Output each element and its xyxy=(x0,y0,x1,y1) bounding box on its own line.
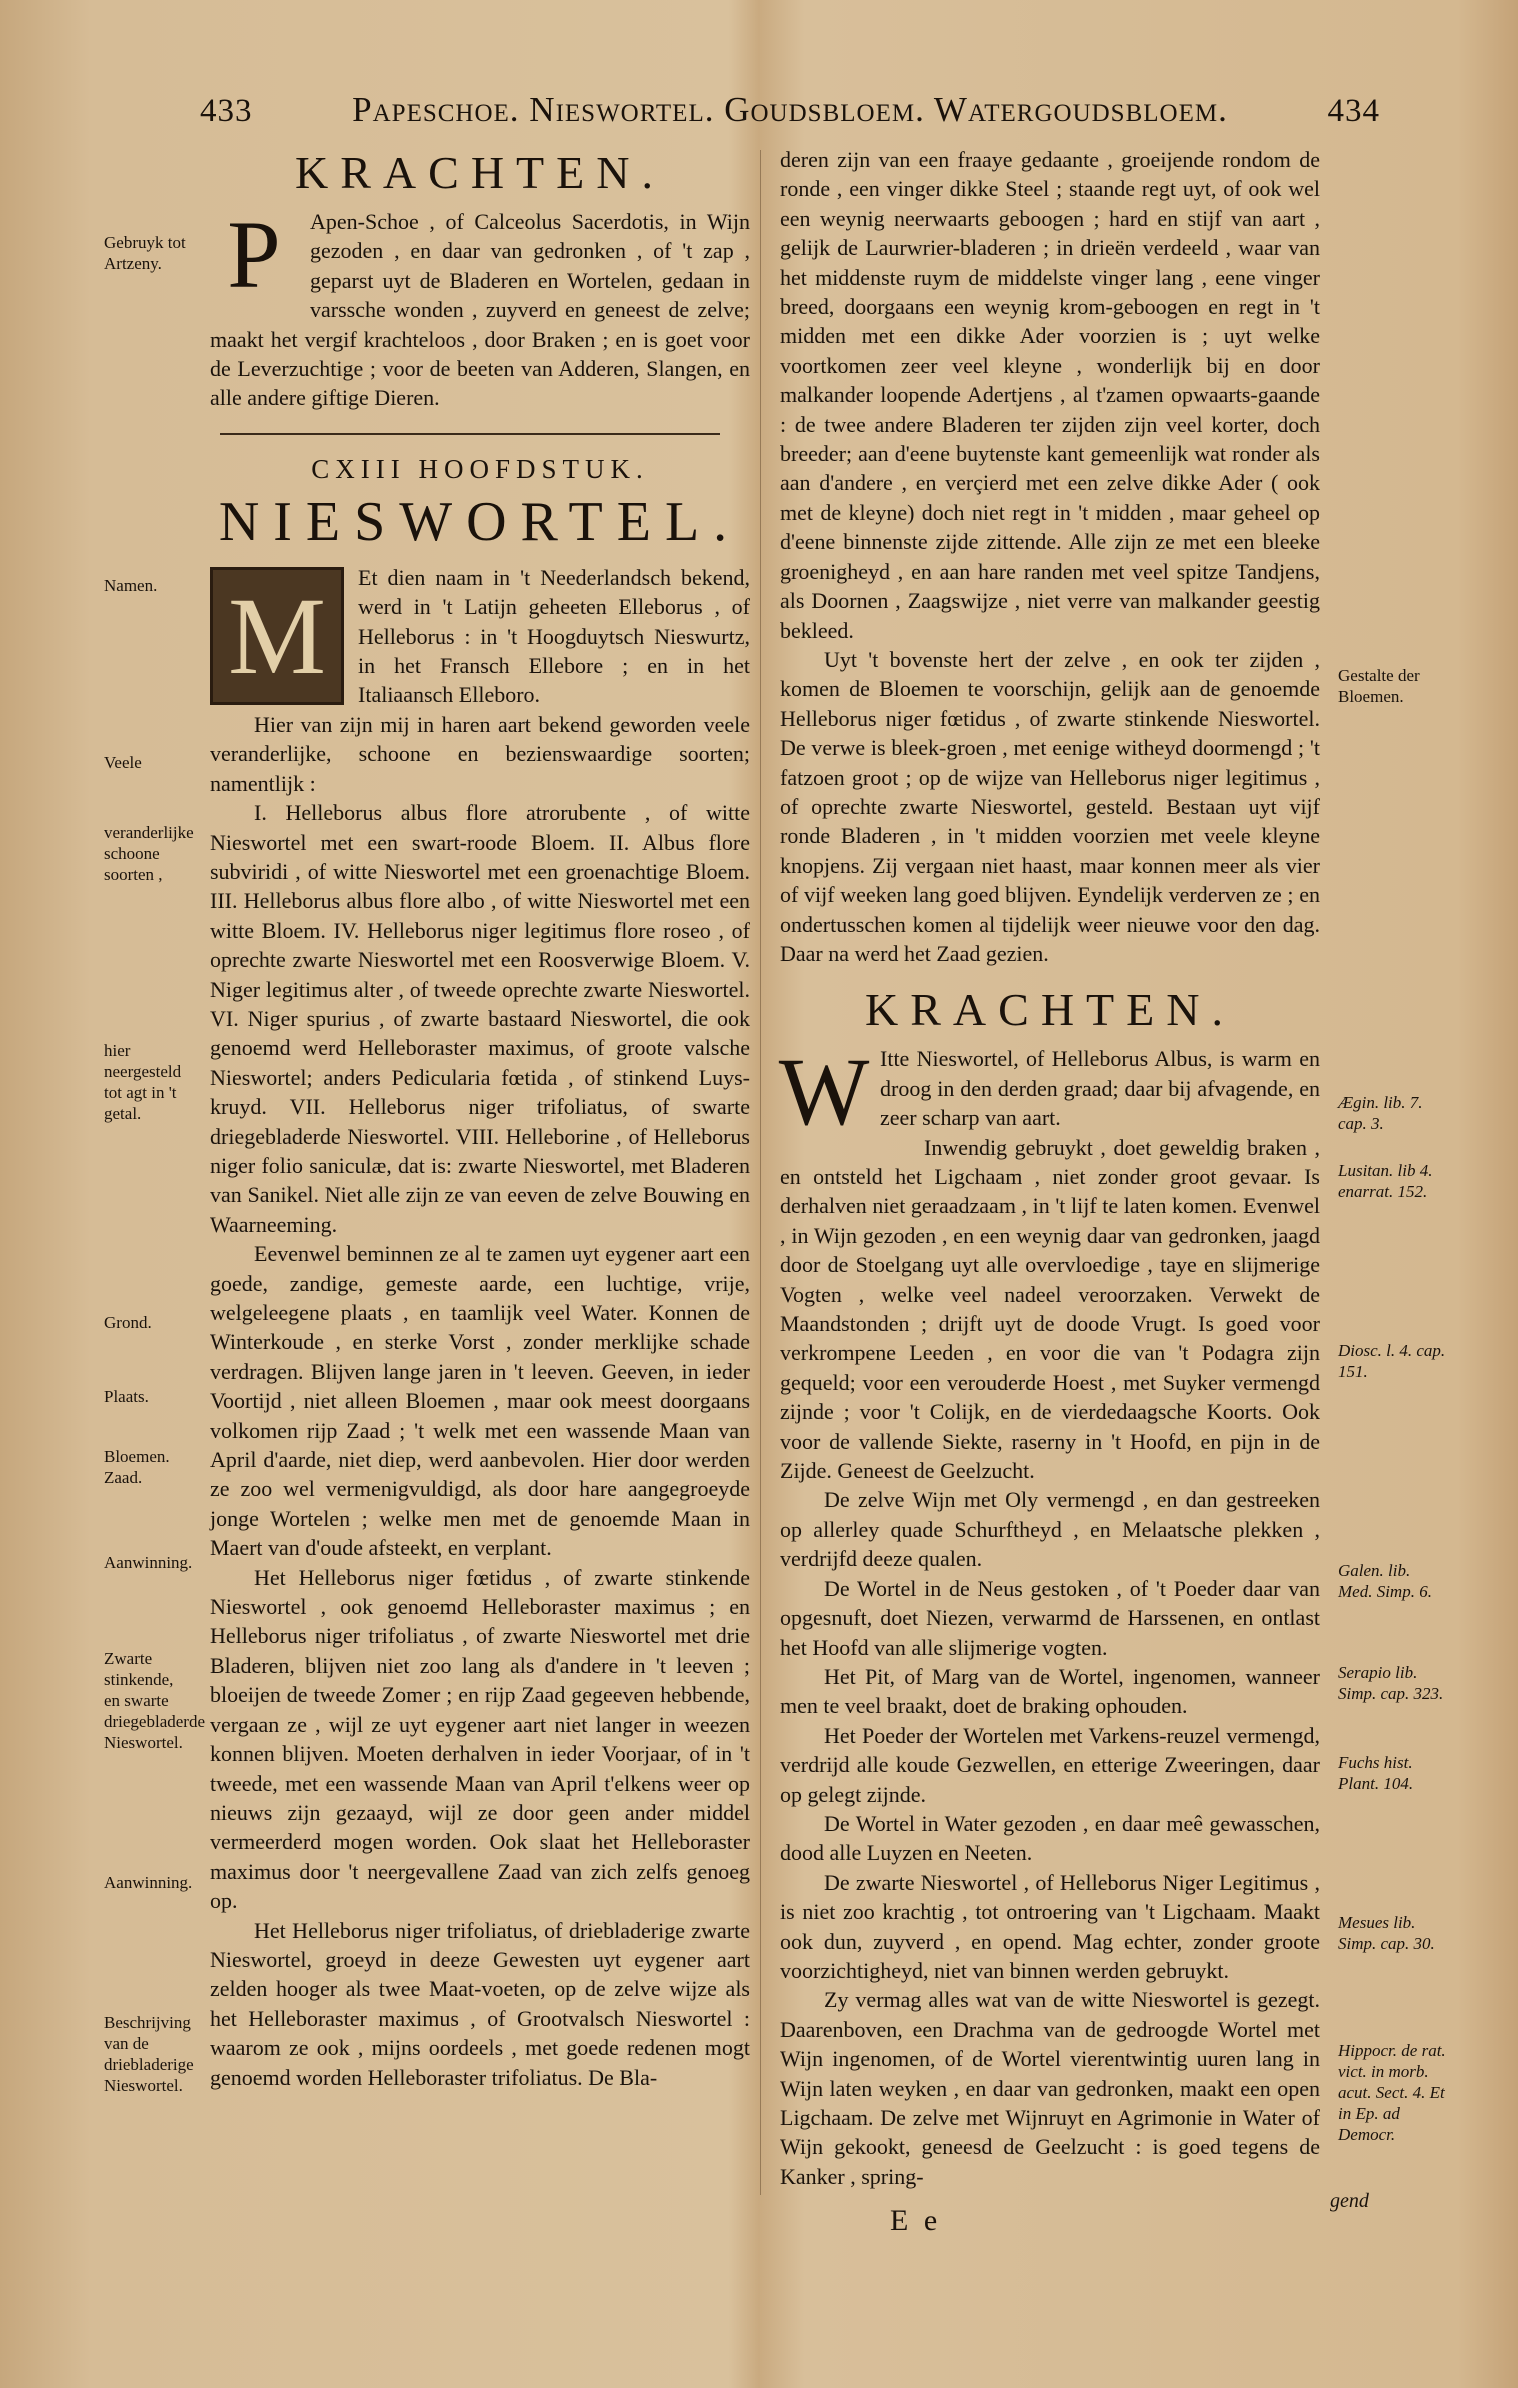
margin-namen: Namen. xyxy=(104,576,158,595)
beschrijving-paragraph: Het Helleborus niger trifoliatus, of driebladerige zwarte Nieswortel, groeyd in deeze Gewesten uyt eygener aart zelden hooger als twee Maat-voeten, op de zelve wijze als het Helleboraster maximus , of Grootvalsch Nieswortel : waarom ze ook , mijns oordeels , met goede redenen mogt genoemd worden Helleboraster trifoliatus. De Bla- xyxy=(210,1917,750,2090)
gestalte-paragraph: Uyt 't bovenste hert der zelve , en ook ter zijden , komen de Bloemen te voorschijn, gelijk aan de genoemde Helleborus niger fœtidus , of zwarte stinkende Nieswortel. De verwe is bleek-groen , met eenige witheyd doormengd ; 't fatzoen groot ; op de wijze van Helleborus niger legitimus , of oprechte zwarte Nieswortel, gesteld. Bestaan uyt vijf ronde Bladeren , in 't midden voorzien met veele kleyne knopjens. Zij vergaan niet haast, maar konnen meer als vier of vijf weeken lang goed blijven. Eyndelijk verderven ze ; en ondertusschen komen al tijdelijk weer nieuwe voor den dag. Daar na werd het Zaad gezien. xyxy=(780,646,1320,966)
chapter-title: NIESWORTEL. xyxy=(218,490,742,553)
intro-paragraph: deren zijn van een fraaye gedaante , groeijende rondom de ronde , een vinger dikke Steel ; staande regt uyt, of ook wel een weynig neerwaarts geboogen ; hard en stijf van aart , gelijk de Laurwrier-bladeren ; in drieën verdeeld , waar van het middenste ruym de middelste vinger lang , eene vinger breed, doorgaans een weynig krom-geboogen en regt in 't midden met een dikke Ader voorzien is ; uyt welke voortkomen zeer veel kleyne , wonderlijk bij en door malkander loopende Adertjens , al t'zamen opwaarts-gaande : de twee andere Bladeren ter zijden zijn veel korter, doch breeder; aan d'eene buytenste kant gemeenlijk wat ronder als aan d'andere , en verçierd met een zelve dikke Ader ( ook met de kleyne) doch niet regt in 't midden , maar geheel op d'eene binnenste zijde zittende. Alle zijn ze met een bleeke groenigheyd , en aan hare randen met veel spitze Tandjens, als Doornen , Zaagswijze , niet verre van malkander geestig bekleed. xyxy=(780,147,1320,643)
krachten-heading-1: KRACHTEN. xyxy=(295,147,665,198)
pit-paragraph: Het Pit, of Marg van de Wortel, ingenomen, wanneer men te veel braakt, doet de braking ophouden. xyxy=(780,1663,1320,1719)
margin-aanwinning-2: Aanwinning. xyxy=(104,1873,193,1892)
oly-paragraph: De zelve Wijn met Oly vermengd , en dan gestreeken op allerley quade Schurftheyd , en Melaatsche plekken , verdrijfd deeze qualen. xyxy=(780,1487,1320,1572)
margin-aanwinning-1: Aanwinning. xyxy=(104,1553,193,1572)
papen-paragraph xyxy=(210,201,750,413)
namen-text: Et dien naam in 't Neederlandsch bekend, werd in 't Latijn geheeten Elleborus , of Helleborus : in 't Hoogduytsch Nieswurtz, in het Fransch Ellebore ; en in het Italiaansch Elleboro. xyxy=(358,564,750,708)
namen-paragraph xyxy=(210,563,750,710)
drop-cap-p: P xyxy=(227,201,281,308)
catchword: gend xyxy=(1330,2190,1369,2212)
drop-cap-w: W xyxy=(778,1038,870,1146)
zy-paragraph: Zy vermag alles wat van de witte Nieswortel is gezegt. Daarenboven, een Drachma van de gedroogde Wortel met Wijn ingenomen, of de Wortel vierentwintig uuren lang in Wijn laten weyken , en daar van gedronken, maakt een open Ligchaam. De zelve met Wijnruyt en Agrimonie in Water of Wijn gekookt, geneesd de Geelzucht : is goed tegens de Kanker , spring- xyxy=(780,1987,1320,2189)
margin-zwarte: Zwarte stinkende, en swarte driegebladerde Nieswortel. xyxy=(104,1649,205,1752)
grond-paragraph: Eevenwel beminnen ze al te zamen uyt eygener aart een goede, zandige, gemeste aarde, een luchtige, vrije, welgeleegene plaats , en taamlijk veel Water. Konnen de Winterkoude , en sterke Vorst , zonder merklijke schade verdragen. Blijven lange jaren in 't leeven. Geeven, in ieder Voortijd , niet alleen Bloemen , maar ook meest doorgaans volkomen rijp Zaad ; 't welk met een wassende Maan van April d'aarde, niet diep, werd aanbevolen. Hier door werden ze zoo wel vermenigvuldigd, als door hare aangegroeyde jonge Wortelen ; welke men met de genoemde Maan in Maert van d'oude afsteekt, en verplant. xyxy=(210,1241,750,1561)
margin-veranderlijke: veranderlijke schoone soorten , xyxy=(104,823,194,884)
section-rule xyxy=(220,433,720,435)
papen-text: Apen-Schoe , of Calceolus Sacerdotis, in Wijn gezoden , en daar van gedronken , of 't zap , geparst uyt de Bladeren en Wortelen, gedaan in varssche wonden , zuyverd en geneest de zelve; maakt het vergif krachteloos , door Braken ; en is goet voor de Leverzuchtige ; voor de beeten van Adderen, Slangen, en alle andere giftige Dieren. xyxy=(210,209,750,411)
margin-hier-neer: hier neergesteld tot agt in 't getal. xyxy=(104,1041,182,1123)
margin-bloemen: Bloemen. Zaad. xyxy=(104,1447,170,1487)
margin-mesues: Mesues lib. Simp. cap. 30. xyxy=(1338,1913,1435,1953)
witte-text: Itte Nieswortel, of Helleborus Albus, is warm en droog in den derden graad; daar bij afvagende, en zeer scharp van aart. xyxy=(880,1046,1320,1131)
margin-hippocr: Hippocr. de rat. vict. in morb. acut. Sect. 4. Et in Ep. ad Democr. xyxy=(1338,2041,1446,2144)
margin-gestalte: Gestalte der Bloemen. xyxy=(1338,666,1420,706)
margin-plaats: Plaats. xyxy=(104,1387,149,1406)
running-header xyxy=(200,90,1380,130)
margin-beschrijving: Beschrijving van de driebladerige Nieswortel. xyxy=(104,2013,194,2095)
chapter-label: CXIII HOOFDSTUK. xyxy=(311,453,649,484)
veele-paragraph: Hier van zijn mij in haren aart bekend geworden veele veranderlijke, schoone en bezienswaardige soorten; namentlijk : xyxy=(210,711,750,796)
witte-paragraph xyxy=(778,1038,1320,1146)
zwarte-paragraph: Het Helleborus niger fœtidus , of zwarte stinkende Nieswortel , ook genoemd Helleboraster maximus ; en Helleborus niger trifoliatus , of zwarte Nieswortel met drie Bladeren, blijven niet zoo lang als d'andere in 't leeven ; bloeijen de tweede Zomer ; en rijp Zaad gegeeven hebbende, vergaan ze , wijl ze uyt eygener aart niet langer in weezen konnen blijven. Moeten derhalven in ieder Voorjaar, of in 't tweede, met een wassende Maan van April t'elkens weer op nieuws zijn gezaayd, wijl ze door geen ander middel vermeerderd mogen worden. Ook slaat het Helleboraster maximus door 't neergevallene Zaad van zich zelfs genoeg op. xyxy=(210,1564,750,1914)
poeder-paragraph: Het Poeder der Wortelen met Varkens-reuzel vermengd, verdrijd alle koude Gezwellen, en etterige Zweeringen, daar op gelegt zijnde. xyxy=(780,1722,1320,1807)
neus-paragraph: De Wortel in de Neus gestoken , of 't Poeder daar van opgesnuft, doet Niezen, verwarmd de Harssenen, en ontlast het Hoofd van alle slijmerige vogten. xyxy=(780,1575,1320,1660)
krachten-heading-2: KRACHTEN. xyxy=(865,984,1235,1036)
margin-aegin: Ægin. lib. 7. cap. 3. xyxy=(1338,1093,1423,1133)
margin-serapio: Serapio lib. Simp. cap. 323. xyxy=(1338,1663,1444,1703)
margin-grond: Grond. xyxy=(104,1313,152,1332)
inwendig-paragraph: Inwendig gebruykt , doet geweldig braken , en ontsteld het Ligchaam , niet zonder groot gevaar. Is derhalven niet geraadzaam , in 't lijf te laten komen. Evenwel , in Wijn gezoden , en een weynig daar van gedronken, jaagd door de Stoelgang uyt alle overvloedige , taye en slijmerige Vogten , welke veel nadeel veroorzaken. Verwekt de Maandstonden ; drijft uyt de doode Vrugt. Is goed voor verkrompene Leeden , en voor die van 't Podagra zijn gequeld; voor een verouderde Hoest , met Suyker vermengd zijnde ; voor 't Colijk, en de vierdedaagsche Koorts. Ook voor de vallende Siekte, raserny in 't Hoofd, en pijn in de Zijde. Geneest de Geelzucht. xyxy=(780,1134,1320,1484)
margin-fuchs: Fuchs hist. Plant. 104. xyxy=(1338,1753,1414,1793)
soorten-paragraph: I. Helleborus albus flore atrorubente , of witte Nieswortel met een swart-roode Bloem. II. Albus flore subviridi , of witte Nieswortel met een groenachtige Bloem. III. Helleborus albus flore albo , of witte Nieswortel met een witte Bloem. IV. Helleborus niger legitimus flore roseo , of oprechte zwarte Nieswortel met een Roosverwige Bloem. V. Niger legitimus alter , of tweede oprechte zwarte Nieswortel. VI. Niger spurius , of zwarte bastaard Nieswortel, die ook genoemd werd Helleboraster maximus, of groote valsche Nieswortel; anders Pedicularia fœtida , of stinkend Luys-kruyd. VII. Helleborus niger trifoliatus, of swarte driegebladerde Nieswortel. VIII. Helleborine , of Helleborus niger folio saniculæ, dat is: zwarte Nieswortel, met Bladeren van Sanikel. Niet alle zijn ze van eeven de zelve Bouwing en Waarneeming. xyxy=(210,800,750,1237)
ornate-drop-cap-m: M xyxy=(210,567,344,705)
margin-gebruyk: Gebruyk tot Artzeny. xyxy=(104,233,186,273)
left-page-number: 433 xyxy=(200,93,253,129)
left-column xyxy=(210,145,750,2092)
right-page-number: 434 xyxy=(1327,93,1380,129)
margin-galen: Galen. lib. Med. Simp. 6. xyxy=(1338,1561,1432,1601)
column-divider xyxy=(760,150,761,2195)
running-title: Papeschoe. Nieswortel. Goudsbloem. Watergoudsbloem. xyxy=(352,90,1228,129)
signature-mark: E e xyxy=(890,2204,942,2237)
right-column xyxy=(780,145,1320,2191)
water-paragraph: De Wortel in Water gezoden , en daar meê gewasschen, dood alle Luyzen en Neeten. xyxy=(780,1810,1320,1866)
margin-lusitan: Lusitan. lib 4. enarrat. 152. xyxy=(1338,1161,1433,1201)
margin-diosc: Diosc. l. 4. cap. 151. xyxy=(1338,1341,1446,1381)
margin-veele: Veele xyxy=(104,753,142,772)
zwarte-nieswortel-paragraph: De zwarte Nieswortel , of Helleborus Niger Legitimus , is niet zoo krachtig , tot ontroering van 't Ligchaam. Maakt ook dun, zuyverd , en opend. Mag echter, zonder groote voorzichtigheyd, niet van binnen werden gebruykt. xyxy=(780,1869,1320,1983)
